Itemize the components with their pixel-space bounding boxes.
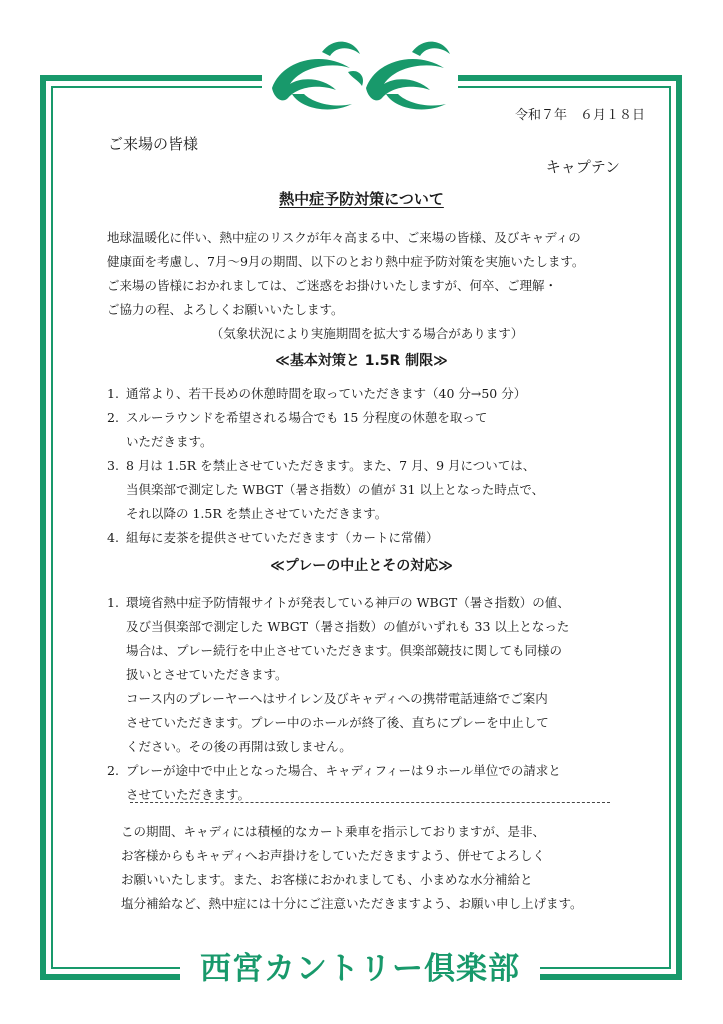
list-number: 3. (107, 458, 119, 473)
intro-line: ご協力の程、よろしくお願いいたします。 (107, 302, 344, 317)
list-line: させていただきます。 (126, 787, 251, 802)
club-emblem-logo (262, 32, 458, 118)
list-item (107, 759, 647, 807)
list-number: 2. (107, 410, 119, 425)
list-line: スルーラウンドを希望される場合でも 15 分程度の休憩を取って (126, 410, 488, 425)
list-line: ください。その後の再開は致しません。 (126, 739, 352, 754)
closing-paragraph (121, 820, 621, 916)
intro-line: ご来場の皆様におかれましては、ご迷惑をお掛けいたしますが、何卒、ご理解・ (107, 278, 558, 293)
list-line: 場合は、プレー続行を中止させていただきます。倶楽部競技に関しても同様の (126, 643, 563, 658)
list-line: 環境省熱中症予防情報サイトが発表している神戸の WBGT（暑さ指数）の値、 (126, 595, 570, 610)
intro-line: 地球温暖化に伴い、熱中症のリスクが年々高まる中、ご来場の皆様、及びキャディの (107, 230, 581, 245)
dashed-divider (130, 802, 610, 803)
list-line: 及び当倶楽部で測定した WBGT（暑さ指数）の値がいずれも 33 以上となった (126, 619, 570, 634)
addressee: ご来場の皆様 (108, 135, 199, 153)
list-line: いただきます。 (126, 434, 213, 449)
closing-line: お願いいたします。また、お客様におかれましても、小まめな水分補給と (121, 872, 533, 887)
list-line: させていただきます。プレー中のホールが終了後、直ちにプレーを中止して (126, 715, 549, 730)
intro-note: （気象状況により実施期間を拡大する場合があります） (210, 326, 524, 341)
section1-list (107, 382, 647, 550)
document-date: 令和７年 ６月１８日 (514, 108, 645, 123)
list-line: 扱いとさせていただきます。 (126, 667, 288, 682)
club-name: 西宮カントリー倶楽部 (200, 951, 520, 987)
section2-list (107, 591, 647, 807)
list-number: 1. (107, 386, 119, 401)
list-line: 組毎に麦茶を提供させていただきます（カートに常備） (126, 530, 439, 545)
list-item (107, 454, 647, 526)
list-line: 8 月は 1.5R を禁止させていただきます。また、7 月、9 月については、 (126, 458, 536, 473)
sender: キャプテン (545, 158, 620, 176)
closing-line: 塩分補給など、熱中症には十分にご注意いただきますよう、お願い申し上げます。 (121, 896, 583, 911)
list-number: 1. (107, 595, 119, 610)
list-line: 当倶楽部で測定した WBGT（暑さ指数）の値が 31 以上となった時点で、 (126, 482, 545, 497)
section2-heading: ≪プレーの中止とその対応≫ (270, 558, 453, 574)
list-item (107, 591, 647, 759)
list-number: 4. (107, 530, 119, 545)
list-line: プレーが途中で中止となった場合、キャディフィーは９ホール単位での請求と (126, 763, 561, 778)
list-line: 通常より、若干長めの休憩時間を取っていただきます（40 分→50 分） (126, 386, 527, 401)
list-line: コース内のプレーヤーへはサイレン及びキャディへの携帯電話連絡でご案内 (126, 691, 548, 706)
list-item (107, 526, 647, 550)
list-number: 2. (107, 763, 119, 778)
section1-heading: ≪基本対策と 1.5R 制限≫ (275, 353, 448, 369)
closing-line: お客様からもキャディへお声掛けをしていただきますよう、併せてよろしく (121, 848, 546, 863)
document-title (0, 188, 723, 209)
intro-line: 健康面を考慮し、7月～9月の期間、以下のとおり熱中症予防対策を実施いたします。 (107, 254, 585, 269)
intro-paragraph (107, 226, 627, 346)
title-text: 熱中症予防対策について (279, 190, 444, 208)
list-item (107, 406, 647, 454)
list-item (107, 382, 647, 406)
list-line: それ以降の 1.5R を禁止させていただきます。 (126, 506, 388, 521)
closing-line: この期間、キャディには積極的なカート乗車を指示しておりますが、是非、 (121, 824, 546, 839)
